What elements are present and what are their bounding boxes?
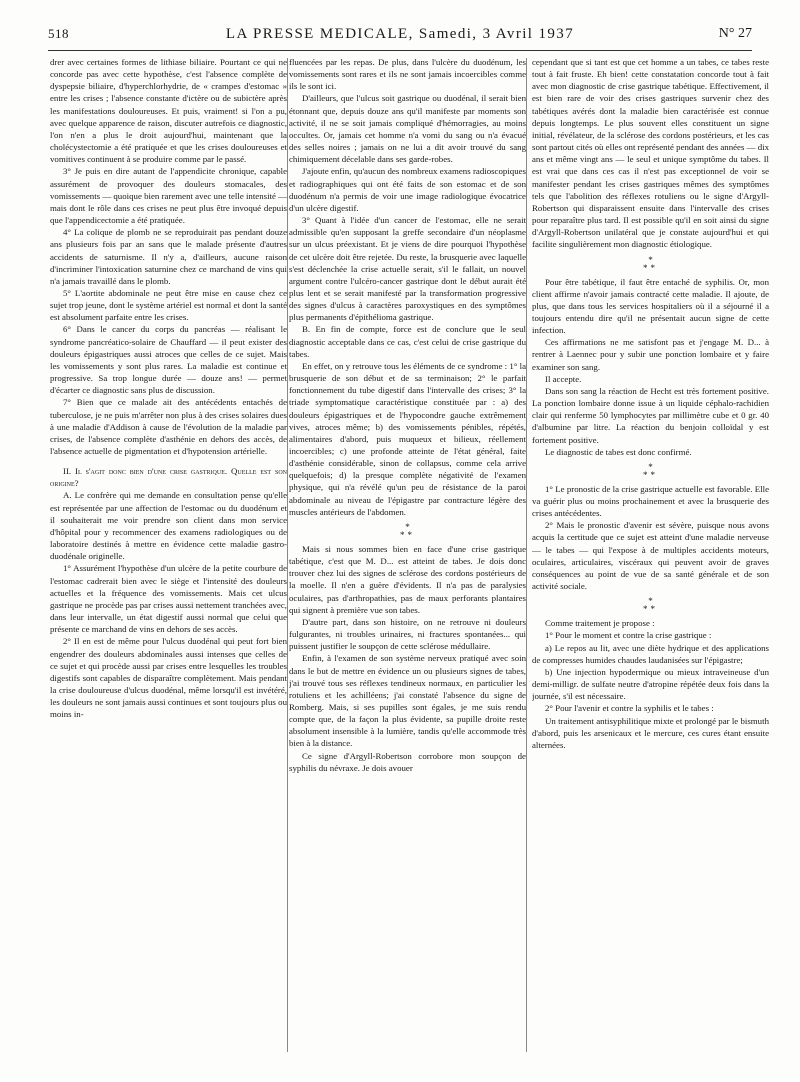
- paragraph: 5° L'aortite abdominale ne peut être mise en cause chez ce sujet trop jeune, dont le système artériel est normal et dont la santé est absolument parfaite entre les crises.: [50, 287, 287, 323]
- paragraph: fluencées par les repas. De plus, dans l'ulcère du duodénum, les vomissements sont rares et ils ne sont jamais incoercibles comme ils le sont ici.: [289, 57, 526, 92]
- paragraph: Ce signe d'Argyll-Robertson corrobore mon soupçon de syphilis du névraxe. Je dois avouer: [289, 750, 526, 773]
- paragraph: 1° Le pronostic de la crise gastrique actuelle est favorable. Elle va guérir plus ou moins prochainement et avec la brusquerie des crises antécédentes.: [532, 483, 769, 519]
- paragraph: 2° Pour l'avenir et contre la syphilis et le tabes :: [545, 703, 714, 714]
- column-divider: [287, 58, 288, 1052]
- section-heading: II. Il s'agit donc bien d'une crise gastrique. Quelle est son origine?: [50, 466, 287, 489]
- paragraph: cependant que si tant est que cet homme a un tabes, ce tabes reste tout à fait fruste. Eh bien! cette constatation concorde tout à fait avec mon diagnostic de crise gastrique tabétique. Effectivement, il est bien rare de voir des crises gastriques survenir chez des tabétiques avérés dont la maladie bien caractérisée est connue depuis longtemps. Le plus souvent elles constituent un signe initial, révélateur, de la sclérose des cordons postérieurs, et les cas sont partout cités où elles ont représenté pendant des années — dix ans et même vingt ans — le seul et unique symptôme du tabes. Il est vrai que dans ces cas il n'est pas exceptionnel de voir se manifester pendant les crises gastriques mêmes des symptômes tels que l'abolition des réflexes rotuliens ou le signe d'Argyll-Robertson qui disparaissent ensuite dans l'intervalle des crises pour reparaître plus tard. Il est possible qu'il en soit ainsi du signe d'Argyll-Robertson unilatéral que je constate aujourd'hui et qui facilite singulièrement mon diagnostic étiologique.: [532, 57, 769, 250]
- column-1: [50, 56, 287, 1052]
- paragraph: 3° Je puis en dire autant de l'appendicite chronique, capable assurément de provoquer des douleurs stomacales, des vomissements — quoique bien rarement avec une telle intensité — mais dont le rôle dans ces crises ne peut plus être invoqué depuis que l'appendicectomie a été pratiquée.: [50, 166, 287, 226]
- paragraph: drer avec certaines formes de lithiase biliaire. Pourtant ce qui ne concorde pas avec cette hypothèse, c'est l'absence complète de dyspepsie biliaire, d'hyperchlorhydrie, de « crampes d'estomac » entre les crises ; l'absence constante d'ictère ou de subictère après les manifestations douloureuses. Et puis, vraiment! si l'on a pu, avec quelque apparence de raison, discuter autrefois ce diagnostic, l'on n'en a plus le droit aujourd'hui, maintenant que la cholécystectomie a été pratiquée et que les crises douloureuses et vomitives continuent à se produire comme par le passé.: [50, 57, 287, 165]
- paragraph: 2° Mais le pronostic d'avenir est sévère, puisque nous avons acquis la certitude que ce sujet est atteint d'une maladie nerveuse — le tabes — qui l'expose à de multiples accidents moteurs, oculaires, articulaires, viscéraux qui peuvent avoir de graves conséquences au point de vue de sa santé générale et de son activité sociale.: [532, 520, 769, 592]
- paragraph: Un traitement antisyphilitique mixte et prolongé par le bismuth d'abord, puis les arsenicaux et le mercure, ces cures étant ensuite alternées.: [532, 715, 769, 750]
- section-separator: * **: [643, 596, 658, 615]
- paragraph: b) Une injection hypodermique ou mieux intraveineuse d'un demi-milligr. de sulfate neutre d'atropine répétée deux fois dans la journée, s'il est nécessaire.: [532, 666, 769, 702]
- paragraph: a) Le repos au lit, avec une diète hydrique et des applications de compresses humides chaudes laudanisées sur l'épigastre;: [532, 642, 769, 665]
- paragraph: Dans son sang la réaction de Hecht est très fortement positive. La ponction lombaire donne issue à un liquide céphalo-rachidien clair qui renferme 50 lymphocytes par millimètre cube et 0 gr. 40 d'albumine par litre. La réaction du benjoin colloïdal y est fortement positive.: [532, 385, 769, 445]
- paragraph: J'ajoute enfin, qu'aucun des nombreux examens radioscopiques et radiographiques qui ont été faits de son estomac et de son duodénum n'a permis de voir une image radiologique évocatrice d'un ulcère digestif.: [289, 166, 526, 213]
- page-header: [48, 26, 752, 48]
- paragraph: B. En fin de compte, force est de conclure que le seul diagnostic acceptable dans ce cas, c'est celui de crise gastrique du tabes.: [289, 324, 526, 359]
- paragraph: 6° Dans le cancer du corps du pancréas — réalisant le syndrome pancréatico-solaire de Chauffard — il peut exister des douleurs épigastriques aussi atroces que celles de ce sujet. Mais les vomissements y sont plus rares. La maladie est continue et progressive. Sa trop longue durée — douze ans! — permet d'écarter ce diagnostic sans plus de discussion.: [50, 324, 287, 396]
- paragraph: A. Le confrère qui me demande en consultation pense qu'elle est représentée par une affection de l'estomac ou du duodénum et il souhaiterait me voir prendre son client dans mon service d'hôpital pour y recommencer des examens radiologiques ou de laboratoire destinés à mettre en évidence cette maladie gastro-duodénale originelle.: [50, 490, 287, 562]
- paragraph: D'autre part, dans son histoire, on ne retrouve ni douleurs fulgurantes, ni troubles urinaires, ni fractures spontanées... qui puissent justifier le soupçon de cette sclérose médullaire.: [289, 616, 526, 652]
- paragraph: Mais si nous sommes bien en face d'une crise gastrique tabétique, c'est que M. D... est atteint de tabes. Je dois donc trouver chez lui des signes de sclérose des cordons postérieurs de la moelle. Il n'en a guère d'évidents. Il n'a pas de paralysies oculaires, pas d'arthropathies, pas de maux perforants plantaires qui signent à première vue son tabes.: [289, 543, 526, 615]
- paragraph: 7° Bien que ce malade ait des antécédents entachés de tuberculose, je ne puis m'arrêter non plus à des crises solaires dues à une maladie d'Addison à cause de l'évolution de la maladie par crises, de l'absence complète d'asthénie en dehors des accès, de l'absence actuelle de pigmentation et d'hypotension artérielle.: [50, 397, 287, 456]
- paragraph: Pour être tabétique, il faut être entaché de syphilis. Or, mon client affirme n'avoir jamais contracté cette maladie. Il ajoute, de plus, que dans tous les services hospitaliers où il a séjourné il a toujours entendu dire qu'il ne présentait aucun signe de cette infection.: [532, 276, 769, 336]
- journal-title: LA PRESSE MEDICALE, Samedi, 3 Avril 1937: [225, 26, 575, 42]
- paragraph: Enfin, à l'examen de son système nerveux pratiqué avec soin dans le but de mettre en évidence un ou plusieurs signes de tabes, j'ai trouvé tous ses réflexes tendineux normaux, en particulier les rotuliens et les achilléens; j'ai constaté l'absence du signe de Romberg. Mais, si ses pupilles sont égales, je me suis rendu compte que, de la façon la plus évidente, sa pupille droite reste absolument insensible à la lumière, tandis qu'elle accommode très bien à la distance.: [289, 653, 526, 749]
- paragraph: 3° Quant à l'idée d'un cancer de l'estomac, elle ne serait admissible qu'en supposant la greffe secondaire d'un néoplasme sur un ulcus préexistant. Et je viens de dire pourquoi l'hypothèse de cet ulcère doit être rejetée. Du reste, la brusquerie avec laquelle s'est déclenchée la crise actuelle serait, s'il le fallait, un nouvel argument contre l'ulcéro-cancer gastrique dont le début aurait été plus lent et se serait manifesté par la transformation progressive des signes d'ulcus à caractères paroxystiques en des symptômes plus permanents d'épithélioma gastrique.: [289, 215, 526, 323]
- page-number: 518: [48, 26, 69, 41]
- paragraph: D'ailleurs, que l'ulcus soit gastrique ou duodénal, il serait bien étonnant que, depuis douze ans qu'il manifeste par moments son activité, il ne se soit jamais compliqué d'hémorragies, au moins occultes. Or, jamais cet homme n'a vomi du sang ou n'a évacué des selles noires ; jamais on ne lui a dit avoir trouvé du sang chimiquement décelable dans ses garde-robes.: [289, 93, 526, 165]
- header-rule: [48, 50, 752, 51]
- section-separator: * **: [400, 521, 415, 540]
- column-3: [532, 56, 769, 1052]
- paragraph: Comme traitement je propose :: [545, 618, 655, 629]
- paragraph: 2° Il en est de même pour l'ulcus duodénal qui peut fort bien engendrer des douleurs abdominales aussi intenses que celles de ce sujet et qui procède aussi par crises entre lesquelles les troubles digestifs sont capables de disparaître complètement. Mais pendant la crise douloureuse d'ulcus duodénal, même lorsqu'il est invétéré, les douleurs ne sont jamais aussi continues et sont toujours plus ou moins in-: [50, 636, 287, 720]
- paragraph: Ces affirmations ne me satisfont pas et j'engage M. D... à rentrer à Laennec pour y subir une ponction lombaire et y faire examiner son sang.: [532, 337, 769, 372]
- issue-number: N° 27: [718, 26, 752, 41]
- paragraph: Il accepte.: [545, 373, 582, 384]
- section-separator: * **: [643, 254, 658, 273]
- paragraph: Le diagnostic de tabes est donc confirmé.: [545, 446, 692, 457]
- paragraph: 4° La colique de plomb ne se reproduirait pas pendant douze ans plusieurs fois par an sans que le malade présente d'autres accidents de saturnisme. Il n'y a, d'ailleurs, aucune raison d'incriminer l'intoxication saturnine chez ce marchand de vins qui n'a jamais travaillé dans le plomb.: [50, 227, 287, 286]
- paragraph: 1° Pour le moment et contre la crise gastrique :: [545, 630, 712, 641]
- paragraph: 1° Assurément l'hypothèse d'un ulcère de la petite courbure de l'estomac cadrerait bien avec le siège et l'intensité des douleurs actuelles et la fréquence des vomissements. Mais cet ulcus gastrique ne procède pas par crises aussi nettement tranchées avec, dans leur intervalle, un état digestif aussi normal que celui que présente ce marchand de vins en dehors de ses accès.: [50, 563, 287, 635]
- column-divider: [526, 58, 527, 1052]
- paragraph: En effet, on y retrouve tous les éléments de ce syndrome : 1° la brusquerie de son début et de sa terminaison; 2° le parfait fonctionnement du tube digestif dans l'intervalle des crises; 3° la triade symptomatique caractéristique constituée par : a) des douleurs épigastriques et de l'hypocondre gauche extrêmement vives, atroces même; b) des vomissements pénibles, répétés, alimentaires d'abord, puis muqueux et bilieux, réellement incoercibles; c) une profonde atteinte de l'état général, faite d'asthénie considérable, sinon de collapsus, comme cela arrive quelquefois; d) la presque complète négativité de l'examen physique, qui n'a révélé qu'un peu de résistance de la paroi abdominale au niveau de l'épigastre par contracture légère des muscles antérieurs de l'abdomen.: [289, 360, 526, 517]
- column-2: [289, 56, 526, 1052]
- section-separator: * **: [643, 461, 658, 480]
